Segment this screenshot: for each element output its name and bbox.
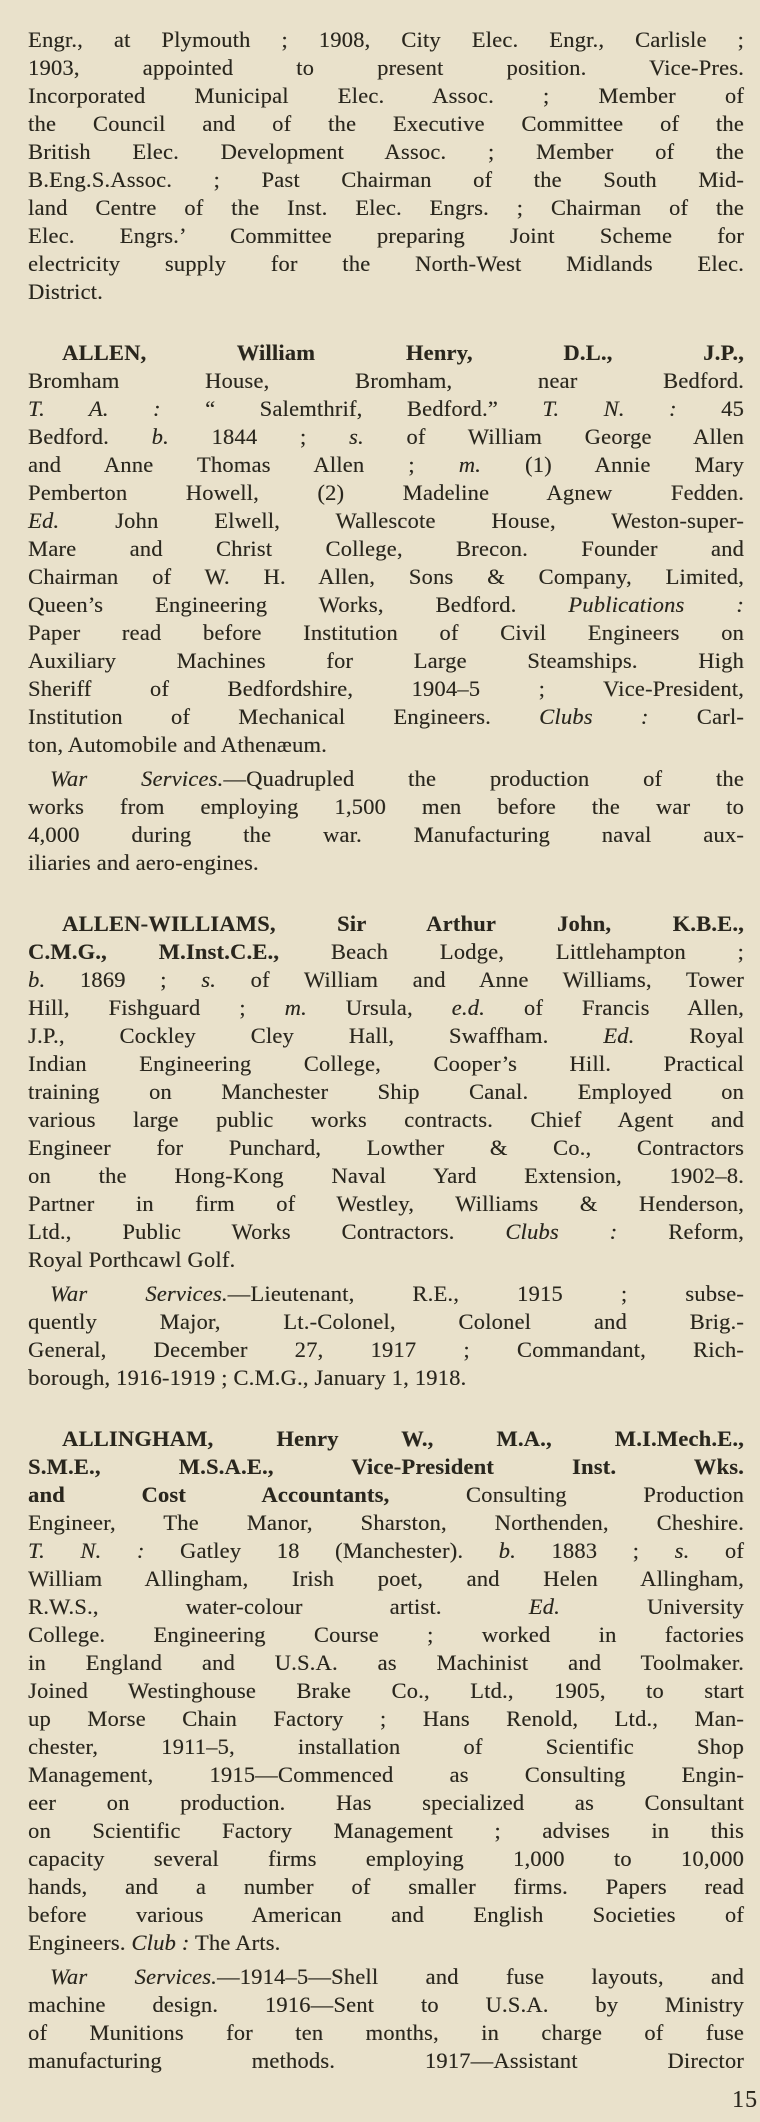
plain-text: Ursula, [306, 995, 452, 1020]
text-line [28, 1162, 744, 1190]
plain-text: up Morse Chain Factory ; Hans Renold, Ltd., Man- [28, 1706, 744, 1731]
plain-text: Engineers. [28, 1930, 132, 1955]
plain-text: 1844 ; [168, 424, 349, 449]
plain-text: on Scientific Factory Management ; advises in this [28, 1818, 744, 1843]
plain-text: electricity supply for the North-West Midlands Elec. [28, 251, 744, 276]
text-line [28, 1481, 744, 1509]
bold-text: and Cost Accountants, [28, 1482, 466, 1507]
text-line [28, 250, 744, 278]
plain-text: Reform, [617, 1219, 744, 1244]
text-line [28, 793, 744, 821]
plain-text: chester, 1911–5, installation of Scientific Shop [28, 1734, 744, 1759]
text-line [28, 1991, 744, 2019]
plain-text: Mare and Christ College, Brecon. Founder and [28, 536, 744, 561]
directory-text [28, 26, 744, 2075]
italic-text: War Services. [50, 1964, 217, 1989]
italic-text: War Services. [50, 766, 224, 791]
plain-text: the Council and of the Executive Committee of the [28, 111, 744, 136]
plain-text: in England and U.S.A. as Machinist and Toolmaker. [28, 1650, 744, 1675]
plain-text: 45 [676, 396, 744, 421]
plain-text: B.Eng.S.Assoc. ; Past Chairman of the South Mid- [28, 167, 744, 192]
text-line [28, 966, 744, 994]
text-line [28, 765, 744, 793]
text-line [28, 1565, 744, 1593]
text-line [28, 1246, 744, 1274]
plain-text: Consulting Production [465, 1482, 745, 1507]
plain-text: various large public works contracts. Chief Agent and [28, 1107, 744, 1132]
plain-text: Management, 1915—Commenced as Consulting Engin- [28, 1762, 744, 1787]
war-services-allen [28, 765, 744, 877]
plain-text: Partner in firm of Westley, Williams & Henderson, [28, 1191, 744, 1216]
text-line [28, 849, 744, 877]
text-line [28, 1817, 744, 1845]
plain-text: ton, Automobile and Athenæum. [28, 732, 327, 757]
bold-text: C.M.G., M.Inst.C.E., [28, 939, 331, 964]
plain-text: Carl- [648, 704, 744, 729]
text-line [28, 1677, 744, 1705]
text-line [28, 938, 744, 966]
plain-text: —Lieutenant, R.E., 1915 ; subse- [227, 1281, 744, 1306]
plain-text: Engr., at Plymouth ; 1908, City Elec. Engr., Carlisle ; [28, 27, 744, 52]
plain-text: Gatley 18 (Manchester). [144, 1538, 499, 1563]
plain-text: training on Manchester Ship Canal. Employed on [28, 1079, 744, 1104]
text-line [28, 1593, 744, 1621]
plain-text: 1903, appointed to present position. Vice-Pres. [28, 55, 744, 80]
italic-text: War Services. [50, 1281, 228, 1306]
text-line [28, 1929, 744, 1957]
text-line [28, 910, 744, 938]
text-line [28, 1845, 744, 1873]
text-line [28, 1364, 744, 1392]
plain-text: Bedford. [28, 424, 152, 449]
text-line [28, 1963, 744, 1991]
text-line [28, 563, 744, 591]
text-line [28, 423, 744, 451]
italic-text: Clubs : [505, 1219, 618, 1244]
text-line [28, 507, 744, 535]
italic-text: b. [28, 967, 46, 992]
text-line [28, 1134, 744, 1162]
plain-text: (1) Annie Mary [480, 452, 745, 477]
plain-text: land Centre of the Inst. Elec. Engrs. ; Chairman of the [28, 195, 744, 220]
text-line [28, 395, 744, 423]
plain-text: Queen’s Engineering Works, Bedford. [28, 592, 569, 617]
text-line [28, 994, 744, 1022]
text-line [28, 222, 744, 250]
italic-text: Club : [131, 1930, 190, 1955]
text-line [28, 1308, 744, 1336]
plain-text: machine design. 1916—Sent to U.S.A. by Ministry [28, 1992, 744, 2017]
text-line [28, 479, 744, 507]
text-line [28, 26, 744, 54]
plain-text: works from employing 1,500 men before the war to [28, 794, 744, 819]
italic-text: e.d. [451, 995, 485, 1020]
plain-text: The Arts. [189, 1930, 281, 1955]
text-line [28, 2019, 744, 2047]
plain-text: —Quadrupled the production of the [223, 766, 744, 791]
text-line [28, 1733, 744, 1761]
bold-text: S.M.E., M.S.A.E., Vice-President Inst. Wks. [28, 1454, 744, 1479]
plain-text: Engineer, The Manor, Sharston, Northenden, Cheshire. [28, 1510, 744, 1535]
plain-text: capacity several firms employing 1,000 to 10,000 [28, 1846, 744, 1871]
text-line [28, 1022, 744, 1050]
text-line [28, 731, 744, 759]
entry-allingham [28, 1425, 744, 1957]
plain-text: Beach Lodge, Littlehampton ; [330, 939, 745, 964]
italic-text: b. [151, 424, 169, 449]
text-line [28, 1078, 744, 1106]
plain-text: quently Major, Lt.-Colonel, Colonel and Brig.- [28, 1309, 744, 1334]
plain-text: 1869 ; [45, 967, 202, 992]
plain-text: 1883 ; [515, 1538, 675, 1563]
plain-text: Pemberton Howell, (2) Madeline Agnew Fedden. [28, 480, 744, 505]
plain-text: Joined Westinghouse Brake Co., Ltd., 1905, to start [28, 1678, 744, 1703]
plain-text: Auxiliary Machines for Large Steamships. High [28, 648, 744, 673]
text-line [28, 1537, 744, 1565]
entry-allen [28, 339, 744, 759]
plain-text: John Elwell, Wallescote House, Weston-super- [59, 508, 744, 533]
plain-text: 4,000 during the war. Manufacturing naval aux- [28, 822, 744, 847]
plain-text: University [559, 1594, 744, 1619]
text-line [28, 1789, 744, 1817]
plain-text: “ Salemthrif, Bedford.” [160, 396, 543, 421]
plain-text: Institution of Mechanical Engineers. [28, 704, 540, 729]
plain-text: iliaries and aero-engines. [28, 850, 259, 875]
plain-text: and Anne Thomas Allen ; [28, 452, 459, 477]
text-line [28, 278, 744, 306]
text-line [28, 647, 744, 675]
text-line [28, 166, 744, 194]
war-services-allen-williams [28, 1280, 744, 1392]
plain-text: before various American and English Societies of [28, 1902, 744, 1927]
text-line [28, 138, 744, 166]
text-line [28, 451, 744, 479]
italic-text: T. A. : [28, 396, 161, 421]
italic-text: s. [674, 1538, 690, 1563]
plain-text: of Munitions for ten months, in charge of fuse [28, 2020, 744, 2045]
page-number: 15 [732, 2087, 758, 2113]
plain-text: Paper read before Institution of Civil Engineers on [28, 620, 744, 645]
text-line [28, 1621, 744, 1649]
plain-text: William Allingham, Irish poet, and Helen Allingham, [28, 1566, 744, 1591]
plain-text: Indian Engineering College, Cooper’s Hill. Practical [28, 1051, 744, 1076]
italic-text: T. N. : [28, 1538, 145, 1563]
italic-text: m. [284, 995, 307, 1020]
text-line [28, 1425, 744, 1453]
plain-text: manufacturing methods. 1917—Assistant Director [28, 2048, 744, 2073]
plain-text: Royal [634, 1023, 744, 1048]
text-line [28, 1901, 744, 1929]
italic-text: s. [201, 967, 216, 992]
text-line [28, 1649, 744, 1677]
italic-text: b. [498, 1538, 516, 1563]
italic-text: s. [348, 424, 364, 449]
text-line [28, 591, 744, 619]
plain-text: Elec. Engrs.’ Committee preparing Joint Scheme for [28, 223, 744, 248]
italic-text: Ed. [603, 1023, 635, 1048]
italic-text: m. [458, 452, 481, 477]
text-line [28, 535, 744, 563]
italic-text: T. N. : [542, 396, 677, 421]
bold-text: ALLEN, William Henry, D.L., J.P., [62, 340, 744, 365]
text-line [28, 1509, 744, 1537]
plain-text: eer on production. Has specialized as Consultant [28, 1790, 744, 1815]
plain-text: of William George Allen [363, 424, 744, 449]
plain-text: General, December 27, 1917 ; Commandant, Rich- [28, 1337, 744, 1362]
plain-text: of [689, 1538, 745, 1563]
plain-text: Royal Porthcawl Golf. [28, 1247, 236, 1272]
plain-text: College. Engineering Course ; worked in factories [28, 1622, 744, 1647]
war-services-allingham [28, 1963, 744, 2075]
text-line [28, 1453, 744, 1481]
italic-text: Publications : [568, 592, 744, 617]
italic-text: Ed. [528, 1594, 560, 1619]
plain-text: Engineer for Punchard, Lowther & Co., Contractors [28, 1135, 744, 1160]
plain-text: of Francis Allen, [484, 995, 745, 1020]
plain-text: District. [28, 279, 103, 304]
plain-text: Bromham House, Bromham, near Bedford. [28, 368, 744, 393]
text-line [28, 1280, 744, 1308]
plain-text: of William and Anne Williams, Tower [215, 967, 744, 992]
italic-text: Clubs : [539, 704, 649, 729]
plain-text: —1914–5—Shell and fuse layouts, and [216, 1964, 744, 1989]
plain-text: Ltd., Public Works Contractors. [28, 1219, 506, 1244]
italic-text: Ed. [28, 508, 60, 533]
text-line [28, 2047, 744, 2075]
text-line [28, 703, 744, 731]
text-line [28, 194, 744, 222]
plain-text: J.P., Cockley Cley Hall, Swaffham. [28, 1023, 604, 1048]
plain-text: Hill, Fishguard ; [28, 995, 285, 1020]
plain-text: on the Hong-Kong Naval Yard Extension, 1902–8. [28, 1163, 744, 1188]
text-line [28, 367, 744, 395]
continuation-paragraph [28, 26, 744, 306]
text-line [28, 1761, 744, 1789]
text-line [28, 339, 744, 367]
text-line [28, 110, 744, 138]
text-line [28, 82, 744, 110]
plain-text: borough, 1916-1919 ; C.M.G., January 1, 1918. [28, 1365, 467, 1390]
bold-text: ALLINGHAM, Henry W., M.A., M.I.Mech.E., [62, 1426, 744, 1451]
plain-text: Chairman of W. H. Allen, Sons & Company, Limited, [28, 564, 744, 589]
plain-text: R.W.S., water-colour artist. [28, 1594, 529, 1619]
text-line [28, 1705, 744, 1733]
text-line [28, 1218, 744, 1246]
plain-text: British Elec. Development Assoc. ; Member of the [28, 139, 744, 164]
text-line [28, 821, 744, 849]
text-line [28, 1106, 744, 1134]
text-line [28, 1873, 744, 1901]
plain-text: hands, and a number of smaller firms. Papers read [28, 1874, 744, 1899]
text-line [28, 1336, 744, 1364]
text-line [28, 675, 744, 703]
text-line [28, 1050, 744, 1078]
plain-text: Sheriff of Bedfordshire, 1904–5 ; Vice-President, [28, 676, 744, 701]
plain-text: Incorporated Municipal Elec. Assoc. ; Member of [28, 83, 744, 108]
bold-text: ALLEN-WILLIAMS, Sir Arthur John, K.B.E., [62, 911, 744, 936]
entry-allen-williams [28, 910, 744, 1274]
text-line [28, 1190, 744, 1218]
text-line [28, 619, 744, 647]
text-line [28, 54, 744, 82]
